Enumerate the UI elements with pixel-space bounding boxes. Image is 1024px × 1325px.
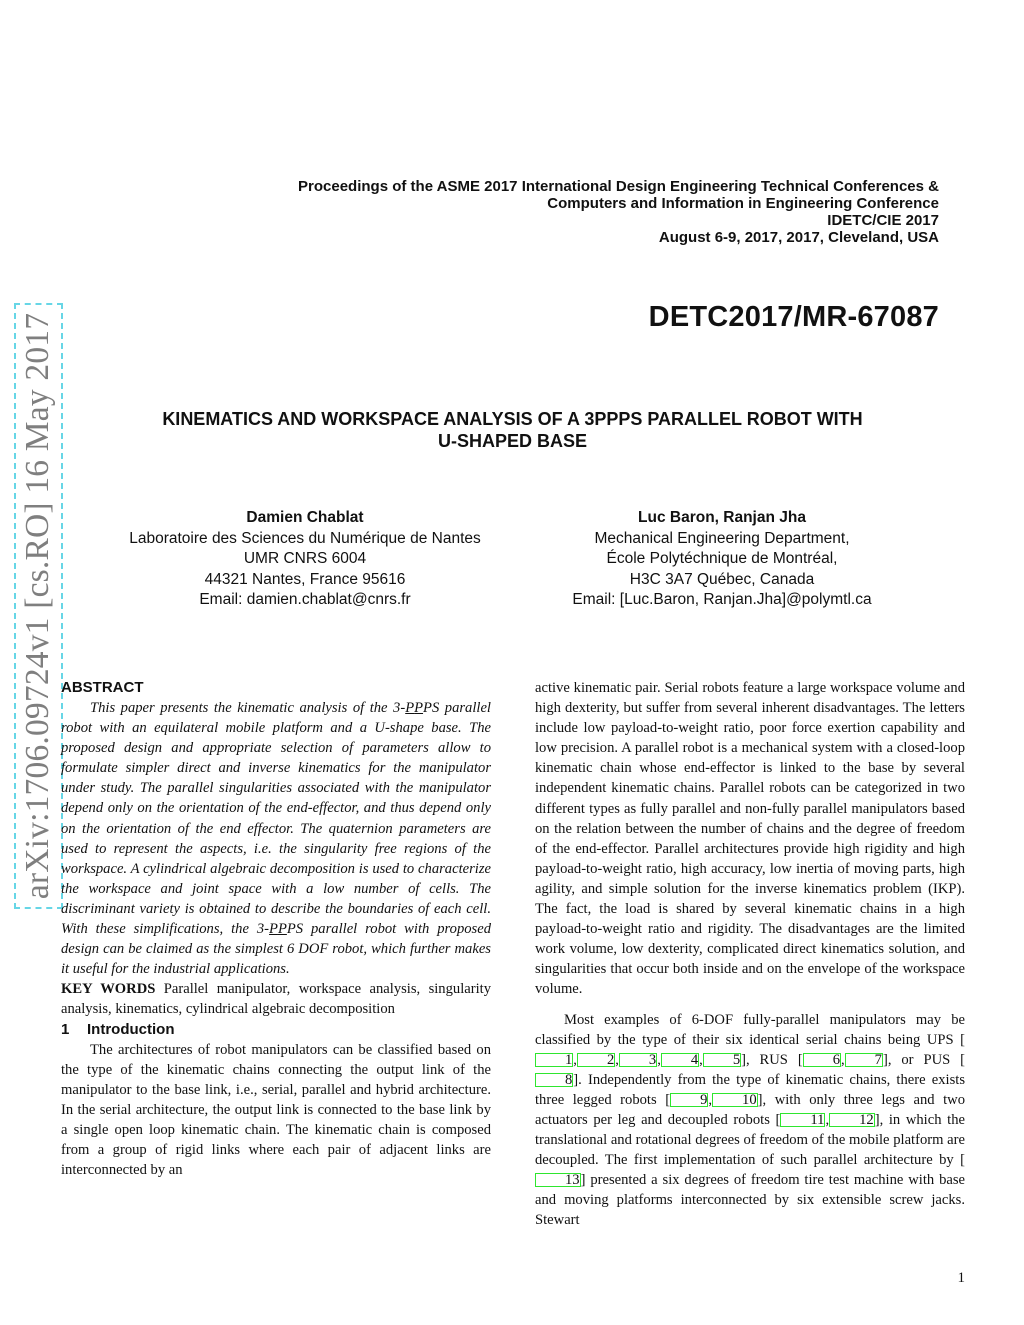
citation-link[interactable]: 12: [829, 1113, 875, 1127]
conference-line-4: August 6-9, 2017, 2017, Cleveland, USA: [658, 229, 939, 246]
author-affiliation: Mechanical Engineering Department,: [594, 529, 850, 547]
page-number: 1: [957, 1270, 965, 1286]
citation-link[interactable]: 4: [661, 1053, 699, 1067]
author-address: 44321 Nantes, France 95616: [204, 570, 406, 588]
citation-link[interactable]: 3: [619, 1053, 657, 1067]
author-address: H3C 3A7 Québec, Canada: [629, 570, 815, 588]
author-block-left: [95, 508, 515, 611]
arxiv-stamp[interactable]: arXiv:1706.09724v1 [cs.RO] 16 May 2017: [19, 312, 56, 900]
section-heading-introduction: [61, 1020, 491, 1040]
right-column: [535, 678, 965, 1231]
citation-link[interactable]: 10: [712, 1093, 758, 1107]
author-name: Luc Baron, Ranjan Jha: [638, 509, 806, 526]
citation-link[interactable]: 9: [670, 1093, 708, 1107]
body-paragraph: active kinematic pair. Serial robots feature a large workspace volume and high dexterity, but suffer from several inherent disadvantages. The letters include low payload-to-weight ratio, poor force exertion capability and low precision. A parallel robot is a mechanical system with a closed-loop kinematic chain whose end-effector is linked to the base by several independent kinematic chains. Parallel robots can be categorized in two different types as fully parallel and non-fully parallel manipulators based on the relation between the number of chains and the degree of freedom of the end-effector. Parallel architectures provide high rigidity and high payload-to-weight ratio, high accuracy, low inertia of moving parts, high agility, and simple solution for the inverse kinematics problem (IKP). The fact, the load is shared by several kinematic chains in a high payload-to-weight ratio and rigidity. The disadvantages are the limited work volume, low dexterity, complicated direct kinematics solution, and singularities that occur both inside and on the envelope of the workspace volume.: [535, 680, 965, 998]
conference-header: [298, 178, 939, 246]
paper-id: DETC2017/MR-67087: [648, 301, 939, 333]
citation-link[interactable]: 5: [703, 1053, 741, 1067]
keywords-label: KEY WORDS: [61, 981, 156, 998]
abstract-text: This paper presents the kinematic analysis of the 3-PPPS parallel robot with an equilateral mobile platform and a U-shape base. The proposed design and appropriate selection of parameters allow to formulate simpler direct and inverse kinematics for the manipulator under study. The parallel singularities associated with the manipulator depend only on the orientation of the end-effector, and thus depend only on the orientation of the end effector. The quaternion parameters are used to represent the aspects, i.e. the singularity free regions of the workspace. A cylindrical algebraic decomposition is used to characterize the workspace and joint space with a low number of cells. The discriminant variety is obtained to describe the boundaries of each cell. With these simplifications, the 3-PPPS parallel robot with proposed design can be claimed as the simplest 6 DOF robot, which further makes it useful for the industrial applications.: [61, 700, 491, 978]
citation-link[interactable]: 2: [577, 1053, 615, 1067]
author-affiliation: École Polytéchnique de Montréal,: [606, 550, 838, 567]
section-number: 1: [61, 1020, 70, 1038]
conference-line-2: Computers and Information in Engineering Conference: [547, 195, 939, 212]
author-email: Email: [Luc.Baron, Ranjan.Jha]@polymtl.ca: [572, 591, 872, 608]
abstract-heading: ABSTRACT: [61, 679, 144, 696]
citation-link[interactable]: 1: [535, 1053, 573, 1067]
author-name: Damien Chablat: [246, 509, 364, 526]
title-line-2: U-SHAPED BASE: [437, 431, 588, 451]
author-affiliation: UMR CNRS 6004: [243, 550, 367, 567]
title-line-1: KINEMATICS AND WORKSPACE ANALYSIS OF A 3PPPS PARALLEL ROBOT WITH: [162, 409, 863, 429]
conference-line-1: Proceedings of the ASME 2017 International Design Engineering Technical Conferences &: [298, 178, 939, 195]
body-paragraph-citations: Most examples of 6-DOF fully-parallel manipulators may be classified by the type of their six identical serial chains being UPS [1, 2, 3, 4, 5], RUS [ 6, 7], or PUS [8]. Independently from the type of kinematic chains, there exists three legged robots [ 9, 10], with only three legs and two actuators per leg and decoupled robots [ 11, 12], in which the translational and rotational degrees of freedom of the mobile platform are decoupled. The first implementation of such parallel architecture by [13] presented a six degrees of freedom tire test machine with base and moving platforms interconnected by six extensible screw jacks. Stewart: [535, 1011, 965, 1229]
keywords: [61, 979, 491, 1019]
introduction-paragraph: The architectures of robot manipulators can be classified based on the type of the kinematic chains connecting the output link of the manipulator to the base link, i.e., serial, parallel and hybrid architecture. In the serial architecture, the output link is connected to the base link by a single open loop kinematic chain. The kinematic chain is composed from a group of rigid links where each pair of adjacent links are interconnected by an: [61, 1041, 491, 1179]
paper-title: [60, 408, 965, 452]
citation-link[interactable]: 8: [535, 1073, 573, 1087]
keywords-text: Parallel manipulator, workspace analysis, singularity analysis, kinematics, cylindrical algebraic decomposition: [61, 981, 491, 1018]
conference-line-3: IDETC/CIE 2017: [827, 212, 939, 229]
author-block-right: [512, 508, 932, 611]
author-email: Email: damien.chablat@cnrs.fr: [199, 591, 411, 608]
citation-link[interactable]: 6: [803, 1053, 841, 1067]
citation-link[interactable]: 13: [535, 1173, 581, 1187]
left-column: [61, 678, 491, 1180]
section-title: Introduction: [87, 1020, 175, 1038]
citation-link[interactable]: 7: [845, 1053, 883, 1067]
citation-link[interactable]: 11: [780, 1113, 825, 1127]
author-affiliation: Laboratoire des Sciences du Numérique de Nantes: [129, 529, 481, 547]
